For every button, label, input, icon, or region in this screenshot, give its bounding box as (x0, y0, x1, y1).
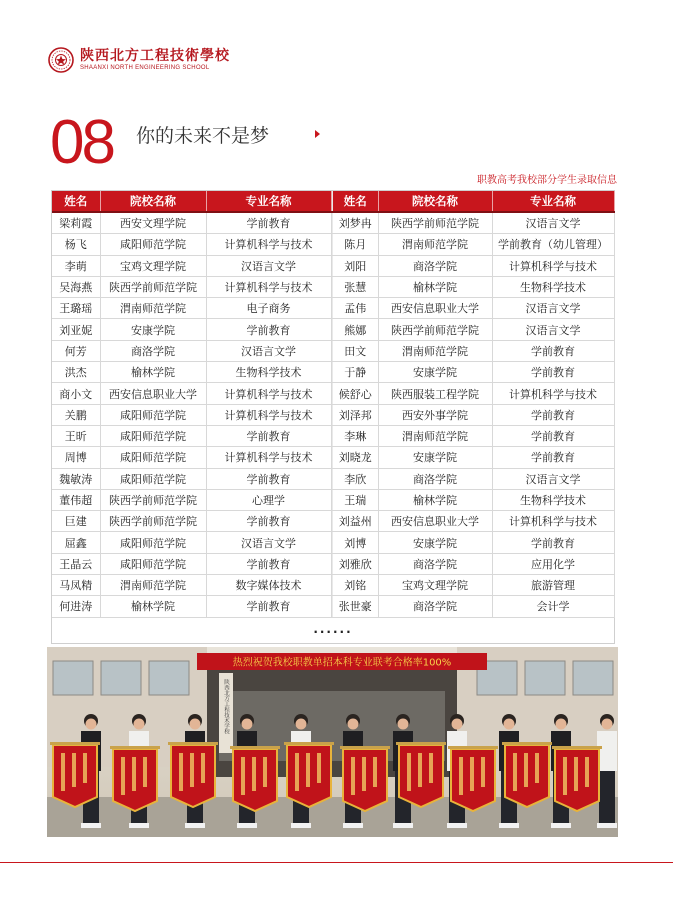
major-name-cell: 学前教育 (492, 532, 614, 553)
school-name-cell: 榆林学院 (378, 276, 492, 297)
student-name-cell: 王璐瑶 (52, 298, 100, 319)
admission-table (51, 190, 615, 644)
table-row (52, 553, 614, 574)
major-name-cell: 汉语言文学 (492, 319, 614, 340)
school-name-cell: 渭南师范学院 (100, 298, 206, 319)
student-name-cell: 屈鑫 (52, 532, 100, 553)
table-row (52, 212, 614, 234)
table-row (52, 255, 614, 276)
school-name-cell: 西安信息职业大学 (378, 298, 492, 319)
table-row (52, 511, 614, 532)
table-body (52, 212, 614, 617)
section-title: 你的未来不是梦 (136, 125, 270, 147)
school-name-cell: 榆林学院 (378, 489, 492, 510)
school-name-cell: 咸阳师范学院 (100, 447, 206, 468)
table-row (52, 319, 614, 340)
student-name-cell: 李琳 (333, 425, 378, 446)
major-name-cell: 学前教育 (492, 404, 614, 425)
school-logo (48, 47, 230, 73)
student-name-cell: 董伟超 (52, 489, 100, 510)
student-name-cell: 何芳 (52, 340, 100, 361)
student-name-cell: 周博 (52, 447, 100, 468)
school-name-cell: 渭南师范学院 (378, 340, 492, 361)
school-name-cell: 陕西学前师范学院 (100, 489, 206, 510)
school-name-cell: 咸阳师范学院 (100, 404, 206, 425)
major-name-cell: 学前教育 (206, 596, 331, 617)
school-name-cell: 商洛学院 (378, 596, 492, 617)
school-name-en: SHAANXI NORTH ENGINEERING SCHOOL (80, 65, 210, 71)
school-name-cell: 榆林学院 (100, 596, 206, 617)
table-row (52, 234, 614, 255)
header-name-right: 姓名 (333, 191, 378, 212)
school-name-cell: 陕西学前师范学院 (378, 212, 492, 234)
school-name-cell: 西安文理学院 (100, 212, 206, 234)
footer-divider (0, 862, 673, 863)
table-row (52, 298, 614, 319)
major-name-cell: 学前教育 (206, 319, 331, 340)
table-header-row (52, 191, 614, 212)
student-name-cell: 刘益州 (333, 511, 378, 532)
table-row (52, 340, 614, 361)
student-name-cell: 吴海燕 (52, 276, 100, 297)
student-name-cell: 王瑞 (333, 489, 378, 510)
major-name-cell: 旅游管理 (492, 575, 614, 596)
major-name-cell: 学前教育 (206, 212, 331, 234)
major-name-cell: 计算机科学与技术 (492, 511, 614, 532)
student-name-cell: 洪杰 (52, 362, 100, 383)
school-name-cell: 西安外事学院 (378, 404, 492, 425)
school-name-cell: 商洛学院 (378, 553, 492, 574)
major-name-cell: 学前教育（幼儿管理） (492, 234, 614, 255)
table-row (52, 468, 614, 489)
student-name-cell: 商小文 (52, 383, 100, 404)
pennant-flag (448, 746, 498, 811)
school-name-cell: 陕西服装工程学院 (378, 383, 492, 404)
student-name-cell: 田文 (333, 340, 378, 361)
school-name-cell: 咸阳师范学院 (100, 532, 206, 553)
major-name-cell: 生物科学技术 (206, 362, 331, 383)
school-name-cell: 安康学院 (378, 362, 492, 383)
school-name-cell: 西安信息职业大学 (378, 511, 492, 532)
major-name-cell: 汉语言文学 (206, 340, 331, 361)
major-name-cell: 心理学 (206, 489, 331, 510)
school-name-cell: 渭南师范学院 (378, 234, 492, 255)
student-name-cell: 王晶云 (52, 553, 100, 574)
student-name-cell: 张慧 (333, 276, 378, 297)
major-name-cell: 汉语言文学 (206, 255, 331, 276)
student-name-cell: 刘雅欣 (333, 553, 378, 574)
major-name-cell: 学前教育 (206, 553, 331, 574)
pennant-flag (552, 746, 602, 811)
major-name-cell: 学前教育 (492, 425, 614, 446)
major-name-cell: 计算机科学与技术 (206, 234, 331, 255)
major-name-cell: 计算机科学与技术 (492, 383, 614, 404)
pennant-flag (502, 742, 552, 807)
major-name-cell: 汉语言文学 (492, 468, 614, 489)
school-name-cn: 陕西北方工程技術學校 (80, 48, 230, 64)
school-name-cell: 宝鸡文理学院 (100, 255, 206, 276)
header-school-left: 院校名称 (100, 191, 206, 212)
major-name-cell: 学前教育 (492, 447, 614, 468)
admission-table-grid (52, 191, 615, 618)
student-name-cell: 候舒心 (333, 383, 378, 404)
header-name-left: 姓名 (52, 191, 100, 212)
school-name-cell: 陕西学前师范学院 (100, 511, 206, 532)
table-row (52, 383, 614, 404)
school-name-cell: 渭南师范学院 (100, 575, 206, 596)
major-name-cell: 生物科学技术 (492, 276, 614, 297)
pennant-flag (396, 742, 446, 807)
pennant-flag (340, 746, 390, 811)
banner-text: 热烈祝贺我校职教单招本科专业联考合格率100% (232, 657, 452, 669)
pennant-flag (230, 746, 280, 811)
school-name-cell: 咸阳师范学院 (100, 425, 206, 446)
student-name-cell: 刘泽邦 (333, 404, 378, 425)
school-emblem-icon (48, 47, 74, 73)
celebration-photo-illustration (47, 647, 618, 837)
major-name-cell: 应用化学 (492, 553, 614, 574)
student-name-cell: 刘博 (333, 532, 378, 553)
more-ellipsis: ······ (313, 625, 353, 639)
major-name-cell: 计算机科学与技术 (492, 255, 614, 276)
student-name-cell: 陈月 (333, 234, 378, 255)
major-name-cell: 计算机科学与技术 (206, 276, 331, 297)
student-name-cell: 梁莉霞 (52, 212, 100, 234)
school-name-cell: 西安信息职业大学 (100, 383, 206, 404)
table-row (52, 489, 614, 510)
student-name-cell: 刘阳 (333, 255, 378, 276)
student-name-cell: 何进涛 (52, 596, 100, 617)
major-name-cell: 计算机科学与技术 (206, 447, 331, 468)
celebration-photo (47, 647, 618, 837)
school-name-cell: 商洛学院 (378, 468, 492, 489)
major-name-cell: 会计学 (492, 596, 614, 617)
major-name-cell: 学前教育 (492, 362, 614, 383)
major-name-cell: 计算机科学与技术 (206, 383, 331, 404)
school-name-cell: 渭南师范学院 (378, 425, 492, 446)
student-name-cell: 刘梦冉 (333, 212, 378, 234)
table-row (52, 362, 614, 383)
student-name-cell: 李欣 (333, 468, 378, 489)
major-name-cell: 汉语言文学 (492, 298, 614, 319)
major-name-cell: 计算机科学与技术 (206, 404, 331, 425)
student-name-cell: 李萌 (52, 255, 100, 276)
major-name-cell: 电子商务 (206, 298, 331, 319)
table-row (52, 532, 614, 553)
student-name-cell: 于静 (333, 362, 378, 383)
student-name-cell: 魏敏涛 (52, 468, 100, 489)
table-row (52, 575, 614, 596)
school-name-cell: 安康学院 (100, 319, 206, 340)
section-subtitle: 职教高考我校部分学生录取信息 (477, 175, 617, 186)
student-name-cell: 巨建 (52, 511, 100, 532)
major-name-cell: 学前教育 (492, 340, 614, 361)
school-sign-text: 陕西北方工程技术学校 (223, 679, 229, 734)
student-name-cell: 王昕 (52, 425, 100, 446)
table-row (52, 596, 614, 617)
school-name-cell: 安康学院 (378, 532, 492, 553)
school-name-cell: 咸阳师范学院 (100, 234, 206, 255)
student-name-cell: 刘亚妮 (52, 319, 100, 340)
header-major-right: 专业名称 (492, 191, 614, 212)
student-name-cell: 孟伟 (333, 298, 378, 319)
section-number: 08 (50, 108, 113, 177)
major-name-cell: 汉语言文学 (206, 532, 331, 553)
major-name-cell: 学前教育 (206, 425, 331, 446)
major-name-cell: 汉语言文学 (492, 212, 614, 234)
pennant-flag (168, 742, 218, 807)
table-row (52, 276, 614, 297)
school-name-cell: 宝鸡文理学院 (378, 575, 492, 596)
table-row (52, 447, 614, 468)
major-name-cell: 数字媒体技术 (206, 575, 331, 596)
table-row (52, 404, 614, 425)
major-name-cell: 学前教育 (206, 468, 331, 489)
major-name-cell: 学前教育 (206, 511, 331, 532)
school-name-cell: 安康学院 (378, 447, 492, 468)
student-name-cell: 关鹏 (52, 404, 100, 425)
pennant-flag (284, 742, 334, 807)
school-name-cell: 商洛学院 (378, 255, 492, 276)
student-name-cell: 张世豪 (333, 596, 378, 617)
school-name-cell: 商洛学院 (100, 340, 206, 361)
pennant-flag (110, 746, 160, 811)
major-name-cell: 生物科学技术 (492, 489, 614, 510)
header-major-left: 专业名称 (206, 191, 331, 212)
pennant-flag (50, 742, 100, 807)
student-name-cell: 熊娜 (333, 319, 378, 340)
student-name-cell: 刘铭 (333, 575, 378, 596)
school-name-cell: 咸阳师范学院 (100, 553, 206, 574)
school-name-cell: 榆林学院 (100, 362, 206, 383)
school-name-cell: 陕西学前师范学院 (378, 319, 492, 340)
triangle-arrow-icon (315, 130, 320, 138)
table-row (52, 425, 614, 446)
header-school-right: 院校名称 (378, 191, 492, 212)
student-name-cell: 马凤精 (52, 575, 100, 596)
student-name-cell: 刘晓龙 (333, 447, 378, 468)
school-name-cell: 咸阳师范学院 (100, 468, 206, 489)
student-name-cell: 杨飞 (52, 234, 100, 255)
school-name-cell: 陕西学前师范学院 (100, 276, 206, 297)
